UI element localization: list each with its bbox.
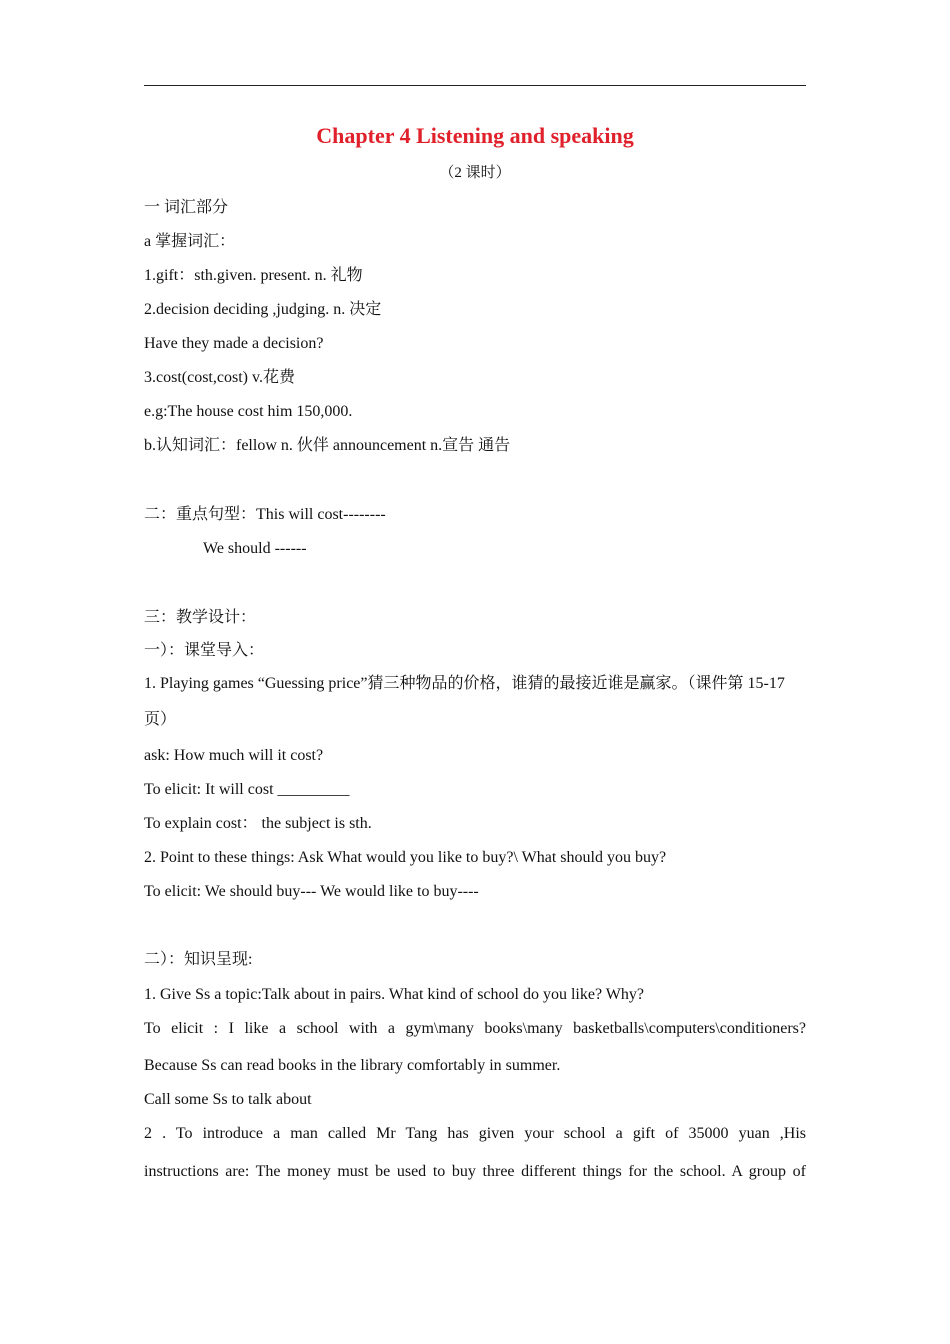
- body-line: To elicit: We should buy--- We would like to buy----: [144, 883, 479, 900]
- vocab-line: 2.decision deciding ,judging. n. 决定: [144, 301, 382, 318]
- example-line: e.g:The house cost him 150,000.: [144, 403, 353, 420]
- body-line: 2. Point to these things: Ask What would you like to buy?\ What should you buy?: [144, 849, 667, 866]
- section-heading-vocabulary: 一 词汇部分: [144, 199, 229, 216]
- body-line: 2 . To introduce a man called Mr Tang has given your school a gift of 35000 yuan ,His: [144, 1125, 806, 1142]
- section-heading-key-sentences: 二：重点句型：This will cost--------: [144, 506, 386, 523]
- header-rule: [144, 85, 806, 86]
- body-line: ask: How much will it cost?: [144, 747, 324, 764]
- vocab-line: 3.cost(cost,cost) v.花费: [144, 369, 295, 386]
- document-title: Chapter 4 Listening and speaking: [316, 123, 634, 148]
- body-line: Because Ss can read books in the library comfortably in summer.: [144, 1057, 561, 1074]
- body-line: To elicit: It will cost _________: [144, 781, 350, 798]
- document-subtitle: （2 课时）: [439, 165, 511, 181]
- subheading-presentation: 二）：知识呈现:: [144, 951, 253, 968]
- key-sentence-line: We should ------: [203, 540, 307, 557]
- body-line: 页）: [144, 711, 177, 728]
- body-line: 1. Give Ss a topic:Talk about in pairs. What kind of school do you like? Why?: [144, 986, 644, 1003]
- vocab-line: 1.gift：sth.given. present. n. 礼物: [144, 267, 363, 284]
- body-line: 1. Playing games “Guessing price”猜三种物品的价格，谁猜的最接近谁是赢家。（课件第 15-17: [144, 675, 785, 692]
- section-heading-teaching-design: 三：教学设计：: [144, 609, 257, 626]
- subheading-master-words: a 掌握词汇：: [144, 233, 236, 250]
- body-line: Call some Ss to talk about: [144, 1091, 312, 1108]
- subheading-lead-in: 一）：课堂导入：: [144, 642, 265, 659]
- subheading-recognition-words: b.认知词汇：fellow n. 伙伴 announcement n.宣告 通告: [144, 437, 511, 454]
- body-line: To elicit : I like a school with a gym\many books\many basketballs\computers\conditioners?: [144, 1020, 806, 1037]
- example-line: Have they made a decision?: [144, 335, 324, 352]
- body-line: instructions are: The money must be used to buy three different things for the school. A group of: [144, 1163, 806, 1180]
- body-line: To explain cost： the subject is sth.: [144, 815, 372, 832]
